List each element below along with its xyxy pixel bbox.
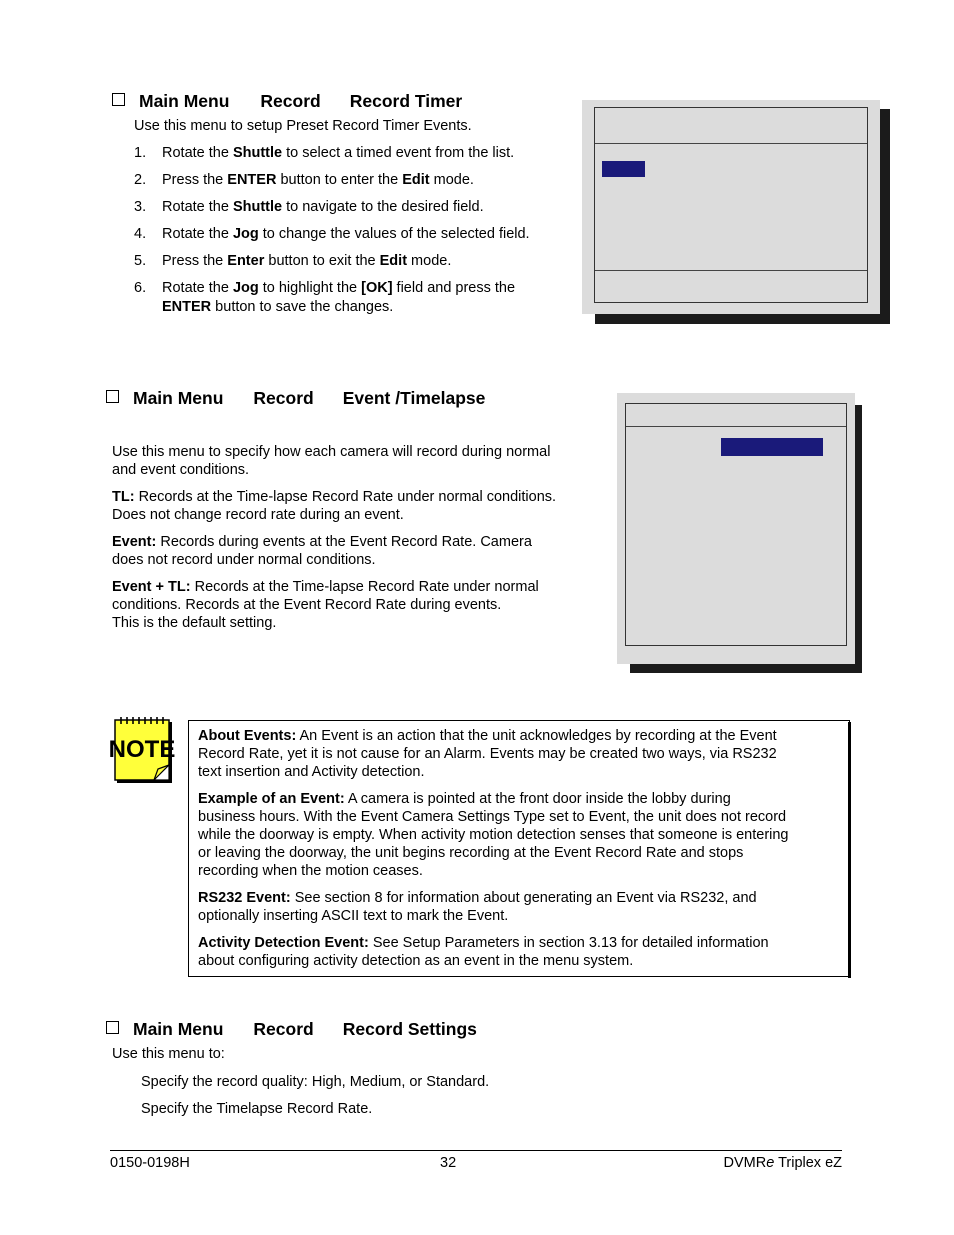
footer-doc-number: 0150-0198H	[110, 1155, 190, 1171]
note-paragraph	[198, 727, 789, 781]
section-heading-record-timer	[112, 91, 462, 112]
text-run: Use this menu to specify how each camera will record during normal	[112, 444, 551, 460]
footer-page-number: 32	[440, 1155, 457, 1171]
note-content	[198, 727, 789, 979]
footer-product-italic: e	[766, 1155, 775, 1171]
checkbox-bullet-icon	[112, 93, 125, 106]
record-timer-steps	[134, 144, 530, 325]
record-timer-intro: Use this menu to setup Preset Record Timer Events.	[134, 118, 472, 134]
bold-term: Event:	[112, 534, 157, 550]
text-run: Rotate the	[162, 280, 233, 296]
text-run: See section 8 for information about generating an Event via RS232, and	[290, 890, 757, 906]
record-settings-item: Specify the Timelapse Record Rate.	[141, 1101, 373, 1117]
heading-part: Main Menu	[133, 388, 224, 408]
note-paragraph	[198, 934, 789, 970]
description-paragraph	[112, 578, 556, 632]
step-number: 6.	[134, 280, 147, 296]
text-run: mode.	[407, 253, 452, 269]
bold-term: RS232 Event:	[198, 890, 291, 906]
text-run: Press the	[162, 253, 228, 269]
text-run: button to save the changes.	[211, 299, 394, 315]
step-number: 3.	[134, 199, 147, 215]
section-heading-event-timelapse	[106, 388, 485, 409]
step-item	[134, 225, 530, 244]
bold-term: ENTER	[227, 172, 277, 188]
footer-product-suffix: Triplex eZ	[774, 1155, 842, 1171]
record-settings-intro: Use this menu to:	[112, 1046, 225, 1062]
heading-part: Main Menu	[133, 1019, 224, 1039]
note-paragraph	[198, 790, 789, 880]
text-run: to highlight the	[258, 280, 362, 296]
text-run: does not record under normal conditions.	[112, 552, 376, 568]
text-run: This is the default setting.	[112, 615, 277, 631]
description-paragraph	[112, 488, 556, 524]
heading-part: Record	[253, 1019, 314, 1039]
bold-term: Shuttle	[232, 145, 283, 161]
text-run: and event conditions.	[112, 462, 250, 478]
description-paragraph	[112, 533, 556, 569]
step-item	[134, 279, 530, 317]
checkbox-bullet-icon	[106, 390, 119, 403]
text-run: conditions. Records at the Event Record Rate during events.	[112, 597, 502, 613]
heading-part: Record Settings	[342, 1019, 477, 1039]
event-timelapse-description	[112, 443, 556, 641]
description-paragraph	[112, 443, 556, 479]
text-run: Does not change record rate during an event.	[112, 507, 404, 523]
heading-part: Event /Timelapse	[342, 388, 486, 408]
text-run: Records at the Time-lapse Record Rate under normal	[190, 579, 539, 595]
text-run: business hours. With the Event Camera Settings Type set to Event, the unit does not record	[198, 809, 787, 825]
step-number: 1.	[134, 145, 147, 161]
text-run: See Setup Parameters in section 3.13 for detailed information	[368, 935, 769, 951]
note-paragraph	[198, 889, 789, 925]
text-run: button to exit the	[264, 253, 380, 269]
svg-text:NOTE: NOTE	[108, 736, 176, 763]
text-run: Press the	[162, 172, 228, 188]
bold-term: Shuttle	[232, 199, 283, 215]
text-run: Rotate the	[162, 145, 233, 161]
text-run: An Event is an action that the unit acknowledges by recording at the Event	[296, 728, 777, 744]
text-run: mode.	[429, 172, 474, 188]
step-number: 4.	[134, 226, 147, 242]
footer-product-prefix: DVMR	[723, 1155, 767, 1171]
bold-term: Edit	[402, 172, 430, 188]
heading-part: Record	[253, 388, 314, 408]
heading-part: Record	[260, 91, 321, 111]
bold-term: ENTER	[162, 299, 212, 315]
bold-term: Activity Detection Event:	[198, 935, 369, 951]
text-run: Record Rate, yet it is not cause for an Alarm. Events may be created two ways, via RS232	[198, 746, 777, 762]
bold-term: Edit	[379, 253, 408, 269]
text-run: while the doorway is empty. When activity motion detection senses that someone is entering	[198, 827, 789, 843]
step-item	[134, 144, 530, 163]
text-run: or leaving the doorway, the unit begins recording at the Event Record Rate and stops	[198, 845, 744, 861]
section-heading-record-settings	[106, 1019, 477, 1040]
selected-field-highlight	[721, 438, 823, 456]
selected-row-highlight	[602, 161, 645, 177]
text-run: to navigate to the desired field.	[282, 199, 484, 215]
text-run: to select a timed event from the list.	[282, 145, 515, 161]
footer-rule	[110, 1150, 842, 1151]
bold-term: Jog	[232, 226, 259, 242]
heading-part: Main Menu	[139, 91, 230, 111]
text-run: about configuring activity detection as an event in the menu system.	[198, 953, 634, 969]
bold-term: About Events:	[198, 728, 297, 744]
text-run: field and press the	[392, 280, 516, 296]
bold-term: Enter	[227, 253, 265, 269]
step-number: 2.	[134, 172, 147, 188]
step-item	[134, 171, 530, 190]
text-run: Rotate the	[162, 199, 233, 215]
note-box	[188, 720, 850, 977]
text-run: A camera is pointed at the front door inside the lobby during	[344, 791, 731, 807]
checkbox-bullet-icon	[106, 1021, 119, 1034]
text-run: optionally inserting ASCII text to mark the Event.	[198, 908, 509, 924]
footer-product-name	[724, 1155, 842, 1171]
record-settings-item: Specify the record quality: High, Medium, or Standard.	[141, 1074, 490, 1090]
bold-term: TL:	[112, 489, 135, 505]
step-item	[134, 252, 530, 271]
text-run: Records at the Time-lapse Record Rate under normal conditions.	[134, 489, 557, 505]
text-run: recording when the motion ceases.	[198, 863, 423, 879]
bold-term: Jog	[232, 280, 259, 296]
heading-part: Record Timer	[349, 91, 463, 111]
note-icon	[108, 716, 176, 784]
text-run: text insertion and Activity detection.	[198, 764, 425, 780]
text-run: Rotate the	[162, 226, 233, 242]
bold-term: Example of an Event:	[198, 791, 345, 807]
step-item	[134, 198, 530, 217]
bold-term: [OK]	[361, 280, 393, 296]
step-number: 5.	[134, 253, 147, 269]
text-run: button to enter the	[276, 172, 403, 188]
bold-term: Event + TL:	[112, 579, 191, 595]
text-run: Records during events at the Event Record Rate. Camera	[156, 534, 532, 550]
text-run: to change the values of the selected field.	[258, 226, 530, 242]
